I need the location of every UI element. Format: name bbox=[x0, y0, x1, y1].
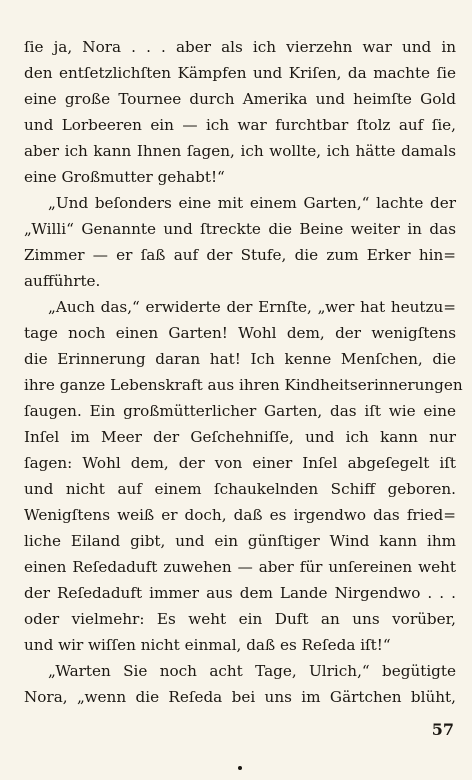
text-line: tage noch einen Garten! Wohl dem, der wenigſtens bbox=[24, 324, 456, 342]
text-line: Inſel im Meer der Geſchehniſſe, und ich kann nur bbox=[24, 428, 456, 446]
text-line: ſagen: Wohl dem, der von einer Inſel abgeſegelt iſt bbox=[24, 454, 456, 472]
text-line: liche Eiland gibt, und ein günſtiger Wind kann ihm bbox=[24, 532, 456, 550]
text-line: den entſetzlichſten Kämpfen und Kriſen, da machte ſie bbox=[24, 64, 456, 82]
text-line: Zimmer — er ſaß auf der Stufe, die zum Erker hin= bbox=[24, 246, 456, 264]
body-text bbox=[24, 34, 463, 710]
text-line: und Lorbeeren ein — ich war furchtbar ſtolz auf ſie, bbox=[24, 116, 456, 134]
text-line: die Erinnerung daran hat! Ich kenne Menſchen, die bbox=[24, 350, 456, 368]
text-line: eine Großmutter gehabt!“ bbox=[24, 168, 225, 186]
text-line: aber ich kann Ihnen ſagen, ich wollte, ich hätte damals bbox=[24, 142, 456, 160]
text-line: ihre ganze Lebenskraft aus ihren Kindheitserinnerungen bbox=[24, 376, 463, 394]
text-line: eine große Tournee durch Amerika und heimſte Gold bbox=[24, 90, 456, 108]
page-dot bbox=[238, 766, 242, 770]
text-line: einen Reſedaduft zuwehen — aber für unſereinen weht bbox=[24, 558, 456, 576]
text-line: aufführte. bbox=[24, 272, 101, 290]
page-number: 57 bbox=[431, 720, 454, 739]
text-line: Wenigſtens weiß er doch, daß es irgendwo das fried= bbox=[24, 506, 456, 524]
text-line: „Warten Sie noch acht Tage, Ulrich,“ begütigte bbox=[48, 662, 456, 680]
text-line: der Reſedaduft immer aus dem Lande Nirgendwo . . . bbox=[24, 584, 456, 602]
text-line: Nora, „wenn die Reſeda bei uns im Gärtchen blüht, bbox=[24, 688, 456, 706]
text-line: ſie ja, Nora . . . aber als ich vierzehn war und in bbox=[24, 38, 456, 56]
text-line: ſaugen. Ein großmütterlicher Garten, das iſt wie eine bbox=[24, 402, 456, 420]
text-line: und nicht auf einem ſchaukelnden Schiff geboren. bbox=[24, 480, 456, 498]
text-line: „Auch das,“ erwiderte der Ernſte, „wer hat heutzu= bbox=[48, 298, 456, 316]
text-line: oder vielmehr: Es weht ein Duft an uns vorüber, bbox=[24, 610, 456, 628]
text-line: und wir wiſſen nicht einmal, daß es Reſeda iſt!“ bbox=[24, 636, 391, 654]
text-line: „Und beſonders eine mit einem Garten,“ lachte der bbox=[48, 194, 456, 212]
text-line: „Willi“ Genannte und ſtreckte die Beine weiter in das bbox=[24, 220, 456, 238]
